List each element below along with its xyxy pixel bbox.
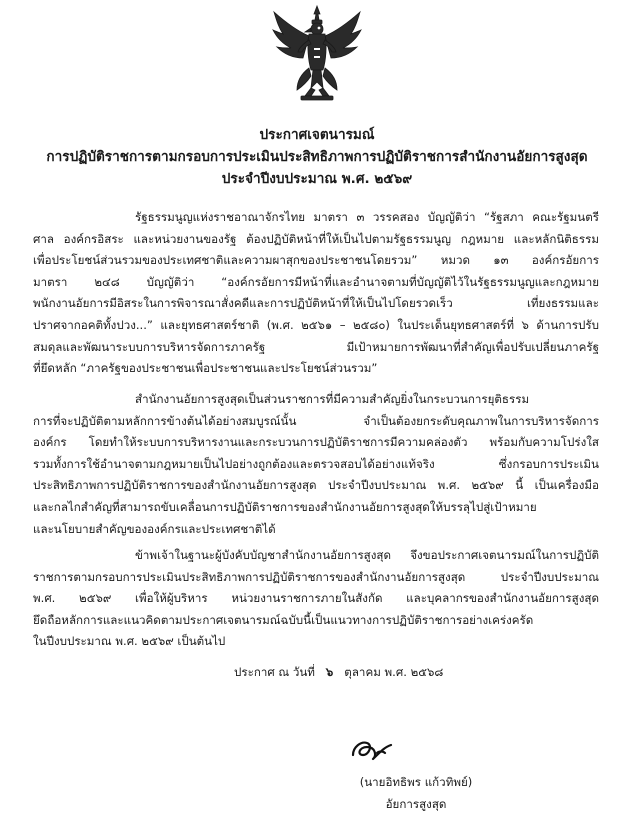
paragraph-line: และกลไกสำคัญที่สามารถขับเคลื่อนการปฏิบัติราชการของสำนักงานอัยการสูงสุดให้บรรลุไปสู่เป้าหมาย [33, 499, 537, 514]
paragraph-declaration [33, 545, 599, 653]
paragraph-line: องค์กร โดยทำให้ระบบการบริหารงานและกระบวนการปฏิบัติราชการมีความคล่องตัว พร้อมกับความโปร่งใส [33, 435, 599, 450]
paragraph-office-role [33, 389, 599, 540]
paragraph-line: พ.ศ. ๒๕๖๙ เพื่อให้ผู้บริหาร หน่วยงานราชการภายในสังกัด และบุคลากรของสำนักงานอัยการสูงสุด [33, 591, 599, 606]
title-heading: ประกาศเจตนารมณ์ [259, 127, 375, 143]
paragraph-line: รวมทั้งการใช้อำนาจตามกฎหมายเป็นไปอย่างถูกต้องและตรวจสอบได้อย่างแท้จริง ซึ่งกรอบการประเมิน [33, 456, 599, 471]
handwritten-signature-icon [347, 733, 395, 765]
paragraph-line: สมดุลและพัฒนาระบบการบริหารจัดการภาครัฐ มีเป้าหมายการพัฒนาที่สำคัญเพื่อปรับเปลี่ยนภาครัฐ [33, 339, 599, 354]
signatory-name: (นายอิทธิพร แก้วทิพย์) [359, 775, 473, 789]
date-month-year: ตุลาคม พ.ศ. ๒๕๖๘ [344, 665, 444, 679]
title-fiscal-year: ประจำปีงบประมาณ พ.ศ. ๒๕๖๙ [221, 171, 413, 187]
paragraph-line: ประสิทธิภาพการปฏิบัติราชการของสำนักงานอัยการสูงสุด ประจำปีงบประมาณ พ.ศ. ๒๕๖๙ นี้ เป็นเครื่องมือ [33, 478, 599, 493]
paragraph-constitution [33, 207, 599, 380]
paragraph-line: ยึดถือหลักการและแนวคิดตามประกาศเจตนารมณ์ฉบับนี้เป็นแนวทางการปฏิบัติราชการอย่างเคร่งครัด [33, 612, 534, 627]
paragraph-line: ในปีงบประมาณ พ.ศ. ๒๕๖๙ เป็นต้นไป [33, 634, 226, 649]
announcement-title [30, 124, 604, 190]
paragraph-line: ศาล องค์กรอิสระ และหน่วยงานของรัฐ ต้องปฏิบัติหน้าที่ให้เป็นไปตามรัฐธรรมนูญ กฎหมาย และหลักนิติธรรม [33, 231, 599, 246]
garuda-emblem-icon [271, 4, 363, 102]
paragraph-line: ที่ยึดหลัก “ภาครัฐของประชาชนเพื่อประชาชนและประโยชน์ส่วนรวม” [33, 361, 378, 376]
signatory-position: อัยการสูงสุด [385, 797, 447, 811]
paragraph-line: เพื่อประโยชน์ส่วนรวมของประเทศชาติและความผาสุกของประชาชนโดยรวม” หมวด ๑๓ องค์กรอัยการ [33, 253, 599, 268]
date-prefix: ประกาศ ณ วันที่ [234, 665, 315, 679]
paragraph-line: พนักงานอัยการมีอิสระในการพิจารณาสั่งคดีและการปฏิบัติหน้าที่ให้เป็นไปโดยรวดเร็ว เที่ยงธรรมและ [33, 296, 599, 311]
paragraph-line: รัฐธรรมนูญแห่งราชอาณาจักรไทย มาตรา ๓ วรรคสอง บัญญัติว่า “รัฐสภา คณะรัฐมนตรี [135, 210, 599, 224]
paragraph-line: ข้าพเจ้าในฐานะผู้บังคับบัญชาสำนักงานอัยการสูงสุด จึงขอประกาศเจตนารมณ์ในการปฏิบัติ [135, 548, 599, 562]
paragraph-line: การที่จะปฏิบัติตามหลักการข้างต้นได้อย่างสมบูรณ์นั้น จำเป็นต้องยกระดับคุณภาพในการบริหารจัดการ [33, 413, 599, 428]
announcement-date [234, 664, 443, 682]
paragraph-line: ปราศจากอคติทั้งปวง...” และยุทธศาสตร์ชาติ (พ.ศ. ๒๕๖๑ – ๒๕๘๐) ในประเด็นยุทธศาสตร์ที่ ๖ ด้านการปรับ [33, 317, 599, 332]
paragraph-line: และนโยบายสำคัญขององค์กรและประเทศชาติได้ [33, 521, 276, 536]
date-day: ๖ [325, 665, 334, 679]
paragraph-line: ราชการตามกรอบการประเมินประสิทธิภาพการปฏิบัติราชการของสำนักงานอัยการสูงสุด ประจำปีงบประมาณ [33, 569, 599, 584]
paragraph-line: มาตรา ๒๔๘ บัญญัติว่า “องค์กรอัยการมีหน้าที่และอำนาจตามที่บัญญัติไว้ในรัฐธรรมนูญและกฎหมาย [33, 274, 599, 289]
title-subject: การปฏิบัติราชการตามกรอบการประเมินประสิทธิภาพการปฏิบัติราชการสำนักงานอัยการสูงสุด [46, 149, 588, 165]
paragraph-line: สำนักงานอัยการสูงสุดเป็นส่วนราชการที่มีความสำคัญยิ่งในกระบวนการยุติธรรม [135, 392, 530, 406]
